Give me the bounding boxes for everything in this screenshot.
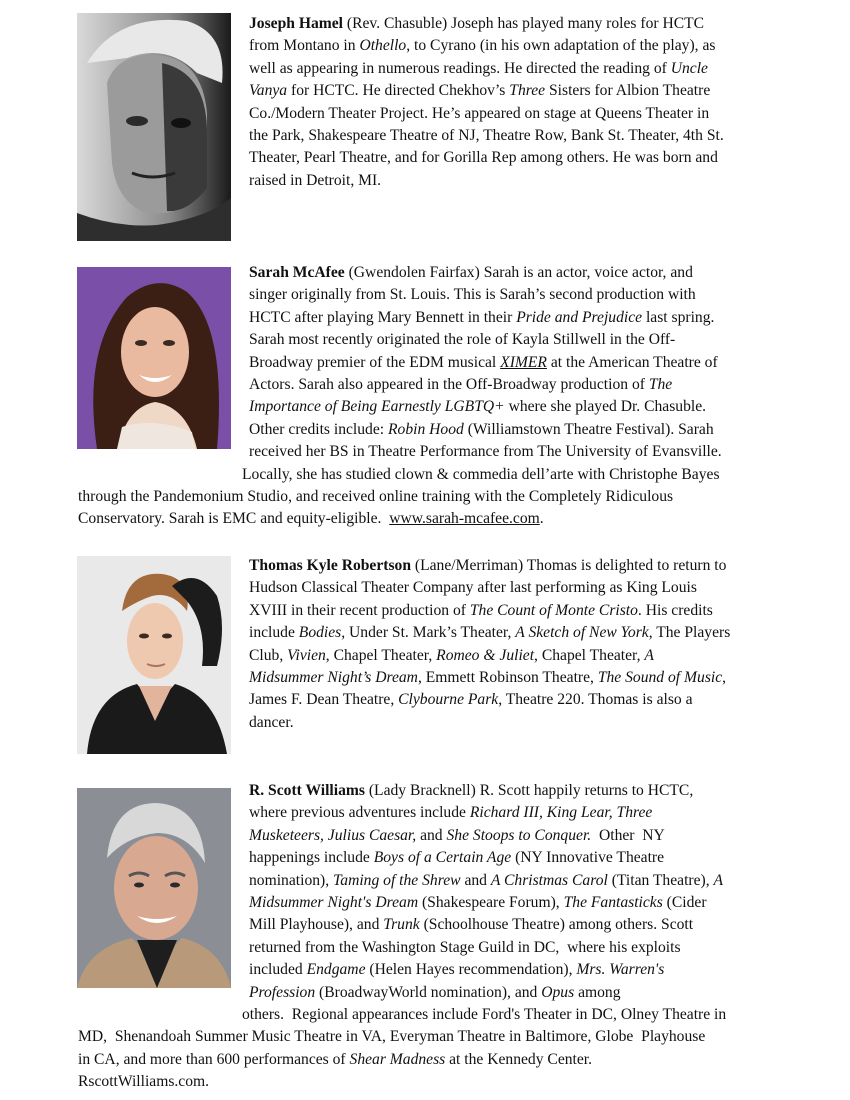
bio-line — [249, 870, 723, 892]
bio-text: Shear Madness — [349, 1050, 446, 1068]
bio-text: A Sketch of New York — [515, 624, 649, 642]
bio-text: in CA, and more than 600 performances of — [78, 1050, 350, 1068]
bio-text: Sarah McAfee — [249, 264, 345, 281]
bio-line — [249, 689, 693, 711]
bio-line — [249, 982, 621, 1004]
bio-text: Mrs. Warren's — [576, 961, 665, 979]
bio-text: singer originally from St. Louis. This is Sarah’s second production with — [249, 286, 696, 304]
bio-line — [249, 147, 718, 169]
bio-line — [249, 712, 294, 734]
bio-text: . — [539, 510, 544, 528]
bio-text: at the Kennedy Center. — [445, 1050, 593, 1068]
bio-text: (Helen Hayes recommendation), — [365, 961, 577, 979]
bio-line — [249, 555, 726, 577]
bio-text: HCTC after playing Mary Bennett in their — [249, 308, 517, 326]
website-link[interactable]: www.sarah-mcafee.com — [389, 510, 540, 528]
bio-text: through the Pandemonium Studio, and received online training with the Completely Ridiculous — [78, 488, 674, 505]
thomas-kyle-robertson-photo — [77, 556, 231, 754]
bio-text: Importance of Being Earnestly LGBTQ+ — [249, 398, 505, 416]
bio-line — [249, 937, 681, 959]
bio-text: include — [249, 624, 299, 642]
bio-text: dancer. — [249, 713, 294, 731]
bio-line — [249, 329, 675, 351]
bio-text: (NY Innovative Theatre — [511, 849, 665, 867]
bio-text: happenings include — [249, 849, 374, 867]
bio-text: (Rev. Chasuble) Joseph has played many roles for HCTC — [343, 15, 705, 32]
bio-text: , Chapel Theater, — [325, 646, 437, 664]
bio-line — [249, 600, 713, 622]
bio-text: included — [249, 961, 307, 979]
bio-text: at the American Theatre of — [546, 353, 718, 371]
bio-line — [249, 374, 672, 396]
bio-line — [249, 262, 693, 284]
bio-text: Mill Playhouse), and — [249, 916, 384, 934]
bio-text: (Williamstown Theatre Festival). Sarah — [463, 420, 714, 438]
bio-text: Other NY — [591, 826, 665, 844]
bio-line — [249, 780, 693, 802]
r-scott-williams-photo — [77, 788, 231, 988]
bio-line — [249, 103, 709, 125]
bio-text: Othello — [359, 37, 407, 55]
bio-line — [249, 307, 714, 329]
bio-text: MD, Shenandoah Summer Music Theatre in VA, Everyman Theatre in Baltimore, Globe Playhouse — [78, 1028, 706, 1046]
bio-text: Opus — [541, 983, 575, 1001]
bio-text: The Fantasticks — [563, 894, 663, 911]
bio-text: Profession — [249, 983, 316, 1001]
bio-text: Thomas Kyle Robertson — [249, 557, 412, 574]
bio-text: well as appearing in numerous readings. He directed the reading of — [249, 59, 671, 77]
bio-text: last spring. — [642, 308, 715, 326]
bio-line — [242, 1004, 726, 1026]
bio-text: (Shakespeare Forum), — [418, 894, 564, 911]
bio-line — [249, 645, 654, 667]
bio-text: XIMER — [500, 353, 547, 371]
bio-line — [249, 125, 724, 147]
bio-text: . His credits — [637, 601, 713, 619]
bio-line — [249, 284, 696, 306]
bio-text: , — [722, 669, 727, 686]
bio-text: She Stoops to Conquer. — [446, 826, 592, 844]
bio-text: Musketeers, Julius Caesar, — [249, 826, 417, 844]
bio-text: Midsummer Night’s Dream — [249, 669, 418, 686]
bio-text: (Gwendolen Fairfax) Sarah is an actor, voice actor, and — [344, 264, 693, 281]
bio-line — [249, 13, 704, 35]
bio-text: (Schoolhouse Theatre) among others. Scott — [419, 916, 694, 934]
bio-line — [78, 1026, 705, 1048]
bio-text: Clybourne Park — [398, 691, 499, 709]
bio-line — [242, 464, 720, 486]
bio-line — [249, 35, 715, 57]
bio-line — [249, 58, 708, 80]
bio-text: Three — [509, 82, 546, 100]
bio-text: , Under St. Mark’s Theater, — [341, 624, 516, 642]
bio-text: Joseph Hamel — [249, 15, 343, 32]
bio-line — [249, 892, 707, 914]
bio-text: Vanya — [249, 82, 288, 100]
bio-text: A Christmas Carol — [490, 871, 608, 889]
bio-text: (Lane/Merriman) Thomas is delighted to return to — [411, 557, 727, 574]
bio-text: RscottWilliams.com. — [78, 1073, 210, 1091]
bio-text: Theater, Pearl Theatre, and for Gorilla Rep among others. He was born and — [249, 149, 718, 167]
bio-text: raised in Detroit, MI. — [249, 171, 382, 189]
bio-text: returned from the Washington Stage Guild in DC, where his exploits — [249, 938, 681, 956]
bio-line — [78, 486, 673, 508]
bio-text: Locally, she has studied clown & commedia dell’arte with Christophe Bayes — [242, 465, 720, 483]
bio-line — [249, 802, 652, 824]
bio-text: A — [644, 646, 654, 664]
bio-text: where previous adventures include — [249, 804, 470, 822]
bio-text: nomination), — [249, 871, 334, 889]
bio-text: Bodies — [298, 624, 342, 642]
bio-text: (Cider — [662, 894, 707, 911]
bio-text: Trunk — [383, 916, 420, 934]
bio-text: Robin Hood — [388, 420, 464, 438]
bio-line — [78, 508, 544, 530]
bio-line — [249, 352, 718, 374]
bio-text: The Sound of Music — [597, 669, 723, 686]
bio-text: where she played Dr. Chasuble. — [504, 398, 707, 416]
bio-text: Romeo & Juliet — [436, 646, 535, 664]
bio-text: James F. Dean Theatre, — [249, 691, 399, 709]
bio-text: Richard III, King Lear, Three — [469, 804, 653, 822]
bio-line — [249, 847, 664, 869]
bio-line — [249, 825, 665, 847]
bio-text: XVIII in their recent production of — [249, 601, 470, 619]
bio-line — [249, 170, 381, 192]
bio-text: , to Cyrano (in his own adaptation of the play), as — [406, 37, 716, 55]
bio-text: R. Scott Williams — [249, 782, 365, 799]
bio-text: others. Regional appearances include Ford's Theater in DC, Olney Theatre in — [242, 1006, 727, 1023]
bio-text: for HCTC. He directed Chekhov’s — [287, 82, 510, 100]
bio-text: and — [460, 871, 491, 889]
bio-text: Actors. Sarah also appeared in the Off-Broadway production of — [249, 376, 649, 393]
bio-text: , Emmett Robinson Theatre, — [417, 669, 598, 686]
bio-text: from Montano in — [249, 37, 360, 55]
bio-text: received her BS in Theatre Performance from The University of Evansville. — [249, 443, 722, 461]
sarah-mcafee-photo — [77, 267, 231, 449]
bio-text: (Lady Bracknell) R. Scott happily returns to HCTC, — [364, 782, 694, 799]
bio-text: The Count of Monte Cristo — [469, 601, 638, 619]
bio-text: Uncle — [670, 59, 708, 77]
bio-text: , The Players — [648, 624, 731, 642]
bio-line — [249, 419, 714, 441]
bio-line — [78, 1071, 209, 1093]
bio-text: Vivien — [287, 646, 326, 664]
bio-text: Other credits include: — [249, 420, 388, 438]
bio-text: and — [416, 826, 447, 844]
bio-text: the Park, Shakespeare Theatre of NJ, Theatre Row, Bank St. Theater, 4th St. — [249, 127, 724, 144]
bio-text: Club, — [249, 646, 288, 664]
bio-text: Endgame — [306, 961, 366, 979]
bio-text: Boys of a Certain Age — [373, 849, 512, 867]
bio-text: Taming of the Shrew — [333, 871, 461, 889]
bio-line — [249, 959, 664, 981]
bio-line — [249, 577, 697, 599]
bio-text: Sisters for Albion Theatre — [545, 82, 711, 100]
bio-text: , Theatre 220. Thomas is also a — [498, 691, 693, 709]
bio-text: Conservatory. Sarah is EMC and equity-eligible. — [78, 510, 390, 528]
bio-text: Hudson Classical Theater Company after last performing as King Louis — [249, 579, 697, 597]
bio-line — [249, 396, 706, 418]
bio-text: The — [648, 376, 673, 393]
bio-text: Pride and Prejudice — [516, 308, 643, 326]
bio-line — [78, 1049, 592, 1071]
bio-text: Broadway premier of the EDM musical — [249, 353, 501, 371]
bio-text: among — [574, 983, 621, 1001]
bio-line — [249, 441, 722, 463]
bio-line — [249, 622, 730, 644]
bio-text: Co./Modern Theater Project. He’s appeared on stage at Queens Theater in — [249, 104, 710, 122]
bio-text: A — [713, 871, 724, 889]
bio-text: , Chapel Theater, — [534, 646, 645, 664]
bio-line — [249, 80, 710, 102]
bio-text: (BroadwayWorld nomination), and — [315, 983, 542, 1001]
bio-text: (Titan Theatre), — [607, 871, 714, 889]
joseph-hamel-photo — [77, 13, 231, 241]
bio-text: Midsummer Night's Dream — [249, 894, 419, 911]
bio-text: Sarah most recently originated the role of Kayla Stillwell in the Off- — [249, 331, 676, 349]
bio-line — [249, 914, 693, 936]
bio-line — [249, 667, 726, 689]
